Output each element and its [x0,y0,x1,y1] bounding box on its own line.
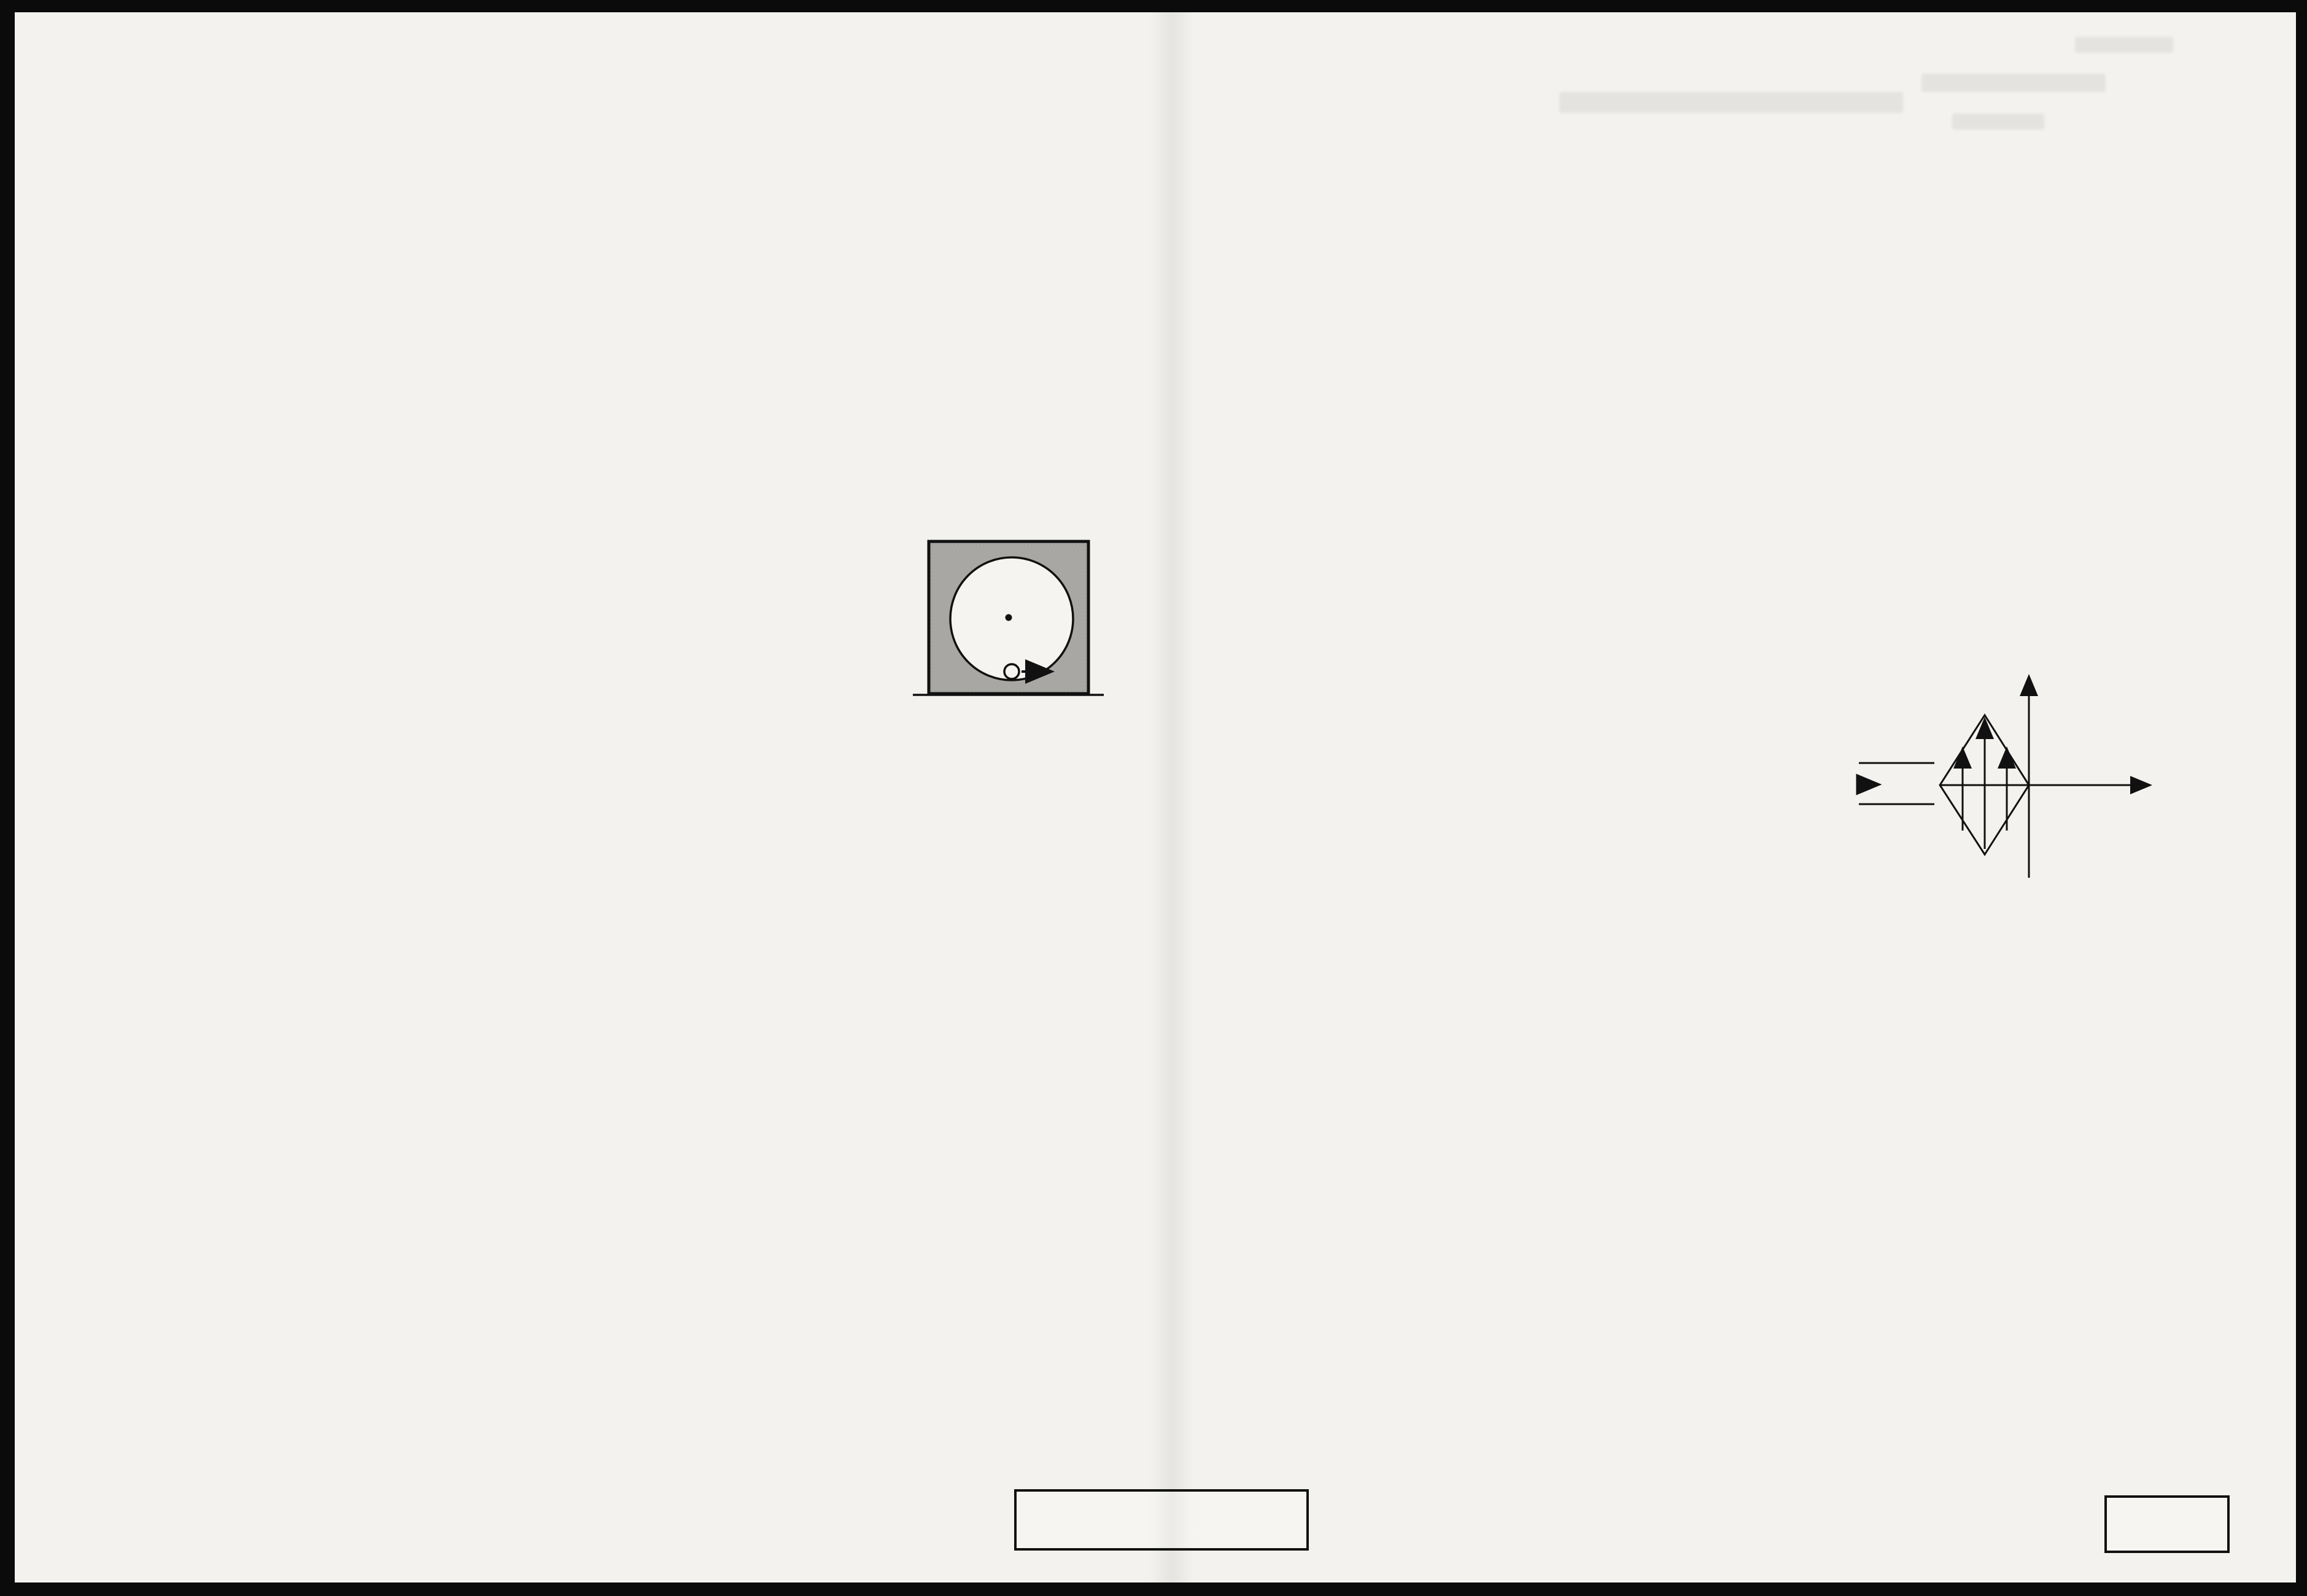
region-stamp [2104,1495,2230,1553]
figure-field-regions [1839,666,2170,890]
scan-border-top [0,0,2307,12]
scan-border-left [0,0,15,1596]
page-fold-shadow [1149,0,1195,1596]
scan-artifact [1921,74,2106,92]
brand-stamp [1014,1489,1309,1551]
scan-border-bottom [0,1582,2307,1596]
scan-artifact [1559,92,1903,113]
scan-artifact [2075,37,2173,53]
small-ball [1004,664,1019,679]
figure-block-with-cavity [909,525,1117,715]
center-point [1006,614,1012,621]
scan-artifact [1952,114,2044,130]
scan-border-right [2296,0,2307,1596]
